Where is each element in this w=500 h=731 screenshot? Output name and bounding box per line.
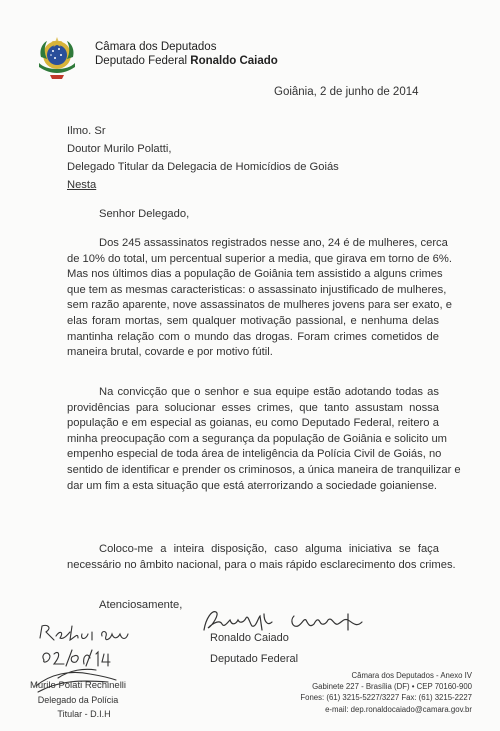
letter-date: Goiânia, 2 de junho de 2014 — [274, 86, 419, 98]
footer-address-line: Câmara dos Deputados - Anexo IV — [351, 671, 472, 680]
paragraph-line: elas foram mortas, sem qualquer motivação passional, e nenhuma delas — [67, 314, 439, 327]
paragraph-line: sem razão aparente, nove assassinatos de mulheres jovens para ser exato, e — [67, 299, 452, 312]
paragraph-line: providências para solucionar esses crimes, que tanto assustam nossa — [67, 401, 439, 414]
footer-phone-line: Fones: (61) 3215-5227/3227 Fax: (61) 3215-2227 — [300, 693, 472, 703]
paragraph-line: Na convicção que o senhor e sua equipe estão adotando todas as — [99, 386, 439, 398]
deputy-title — [95, 55, 278, 67]
paragraph-line: necessário no âmbito nacional, para o mais rápido esclarecimento dos crimes. — [67, 558, 456, 571]
recipient-line-4: Nesta — [67, 179, 97, 191]
stamp-officer-name: Murilo Polati Rechinelli — [29, 680, 127, 691]
paragraph-line: sentido de identificar e prender os criminosos, a única maneira de tranquilizar e — [67, 463, 461, 476]
deputy-title-prefix: Deputado Federal — [95, 55, 188, 67]
signatory-name: Ronaldo Caiado — [210, 632, 289, 644]
paragraph-line: de 10% do total, um percentual superior a media, que girava em torno de 6%. — [67, 252, 452, 265]
paragraph-1 — [67, 236, 452, 361]
stamp-officer-unit: Titular - D.I.H — [57, 709, 111, 719]
paragraph-line: que tem as mesmas caracteristicas: o assassinato injustificado de mulheres, — [67, 283, 447, 296]
paragraph-line: minha preocupação com a segurança da população de Goiânia e solicito um — [67, 432, 447, 445]
paragraph-line: Dos 245 assassinatos registrados nesse ano, 24 é de mulheres, cerca — [99, 237, 448, 249]
paragraph-line: maneira brutal, covarde e por motivo fútil. — [67, 346, 273, 359]
deputy-name: Ronaldo Caiado — [190, 55, 278, 67]
paragraph-line: Mas nos últimos dias a população de Goiânia tem assistido a alguns crimes — [67, 268, 443, 281]
letterhead-footer — [300, 670, 472, 715]
paragraph-line: Coloco-me a inteira disposição, caso alguma iniciativa se faça — [99, 543, 439, 555]
coat-of-arms-icon — [33, 33, 81, 81]
recipient-line-2: Doutor Murilo Polatti, — [67, 143, 172, 155]
paragraph-3 — [67, 542, 456, 573]
recipient-line-3: Delegado Titular da Delegacia de Homicídios de Goiás — [67, 161, 339, 173]
paragraph-2 — [67, 385, 461, 494]
footer-address-line: Gabinete 227 - Brasília (DF) • CEP 70160-900 — [312, 682, 472, 692]
footer-email-line: e-mail: dep.ronaldocaiado@camara.gov.br — [325, 704, 472, 714]
salutation: Senhor Delegado, — [99, 208, 190, 220]
recipient-line-1: Ilmo. Sr — [67, 125, 106, 137]
chamber-name: Câmara dos Deputados — [95, 41, 217, 53]
stamp-officer-role: Delegado da Polícia — [37, 695, 119, 705]
paragraph-line: dar um fim a esta situação que está aterrorizando a sociedade goianiense. — [67, 479, 438, 492]
paragraph-line: população e em especial as goianas, eu como Deputado Federal, reitero a — [67, 417, 439, 430]
paragraph-line: empenho especial de toda área de inteligência da Polícia Civil de Goiás, no — [67, 448, 442, 461]
paragraph-line: mantinha relação com o mundo das drogas. Foram crimes cometidos de — [67, 330, 439, 343]
closing: Atenciosamente, — [99, 599, 183, 611]
signatory-role: Deputado Federal — [210, 653, 299, 665]
